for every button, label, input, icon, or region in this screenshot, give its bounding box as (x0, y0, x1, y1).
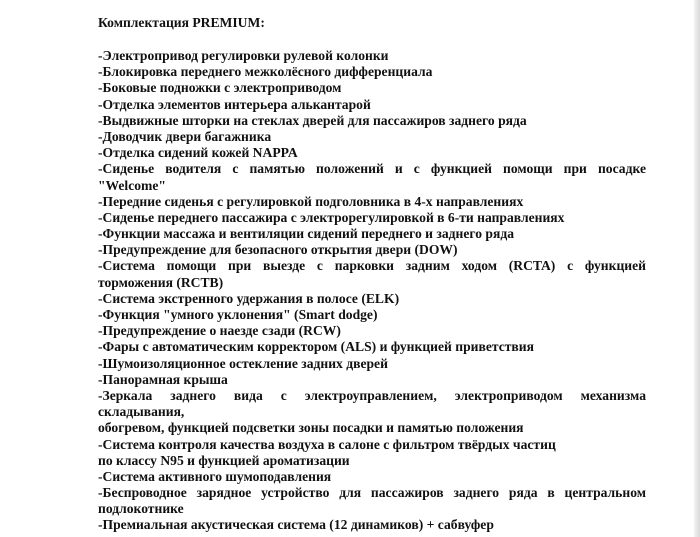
list-item-continuation: торможения (RCTB) (98, 274, 224, 290)
list-item: -Премиальная акустическая система (12 динамиков) + сабвуфер (98, 517, 494, 533)
list-item-continuation: по классу N95 и функцией ароматизации (98, 452, 350, 468)
list-item: -Система экстренного удержания в полосе (ELK) (98, 290, 400, 306)
document-body (98, 14, 646, 534)
list-item: -Выдвижные шторки на стеклах дверей для пассажиров заднего ряда (98, 112, 527, 128)
list-item: -Предупреждение для безопасного открытия двери (DOW) (98, 242, 458, 258)
list-item: -Боковые подножки с электроприводом (98, 80, 342, 96)
list-item: -Доводчик двери багажника (98, 128, 272, 144)
list-item-continuation: обогревом, функцией подсветки зоны посадки и памятью положения (98, 420, 524, 436)
list-item: -Зеркала заднего вида с электроуправлением, электроприводом механизма (98, 387, 646, 403)
list-item: -Шумоизоляционное остекление задних дверей (98, 355, 388, 371)
list-item: -Передние сиденья с регулировкой подголовника в 4-х направлениях (98, 193, 524, 209)
list-item-continuation: складывания, (98, 404, 185, 420)
list-item: -Панорамная крыша (98, 371, 228, 387)
list-item: -Система активного шумоподавления (98, 468, 332, 484)
list-item: -Функции массажа и вентиляции сидений переднего и заднего ряда (98, 226, 515, 242)
list-item: -Функция "умного уклонения" (Smart dodge) (98, 307, 378, 322)
list-item: -Электропривод регулировки рулевой колонки (98, 48, 389, 63)
list-item: -Предупреждение о наезде сзади (RCW) (98, 323, 341, 339)
list-item-continuation: "Welcome" (98, 177, 166, 193)
document-title: Комплектация PREMIUM: (98, 15, 265, 30)
list-item: -Сиденье водителя с памятью положений и с функцией помощи при посадке (98, 161, 646, 177)
list-item: -Система контроля качества воздуха в салоне с фильтром твёрдых частиц (98, 436, 556, 452)
list-item: -Система помощи при выезде с парковки задним ходом (RCTA) с функцией (98, 258, 646, 274)
list-item: -Блокировка переднего межколёсного дифференциала (98, 64, 433, 80)
list-item: -Отделка сидений кожей NAPPA (98, 145, 298, 161)
list-item: -Отделка элементов интерьера алькантарой (98, 96, 371, 112)
list-item-continuation: подлокотнике (98, 501, 184, 517)
list-item: -Фары с автоматическим корректором (ALS) и функцией приветствия (98, 339, 534, 355)
list-item: -Сиденье переднего пассажира с электрорегулировкой в 6-ти направлениях (98, 209, 565, 225)
page-edge-shadow (694, 0, 700, 537)
list-item: -Беспроводное зарядное устройство для пассажиров заднего ряда в центральном (98, 485, 646, 501)
